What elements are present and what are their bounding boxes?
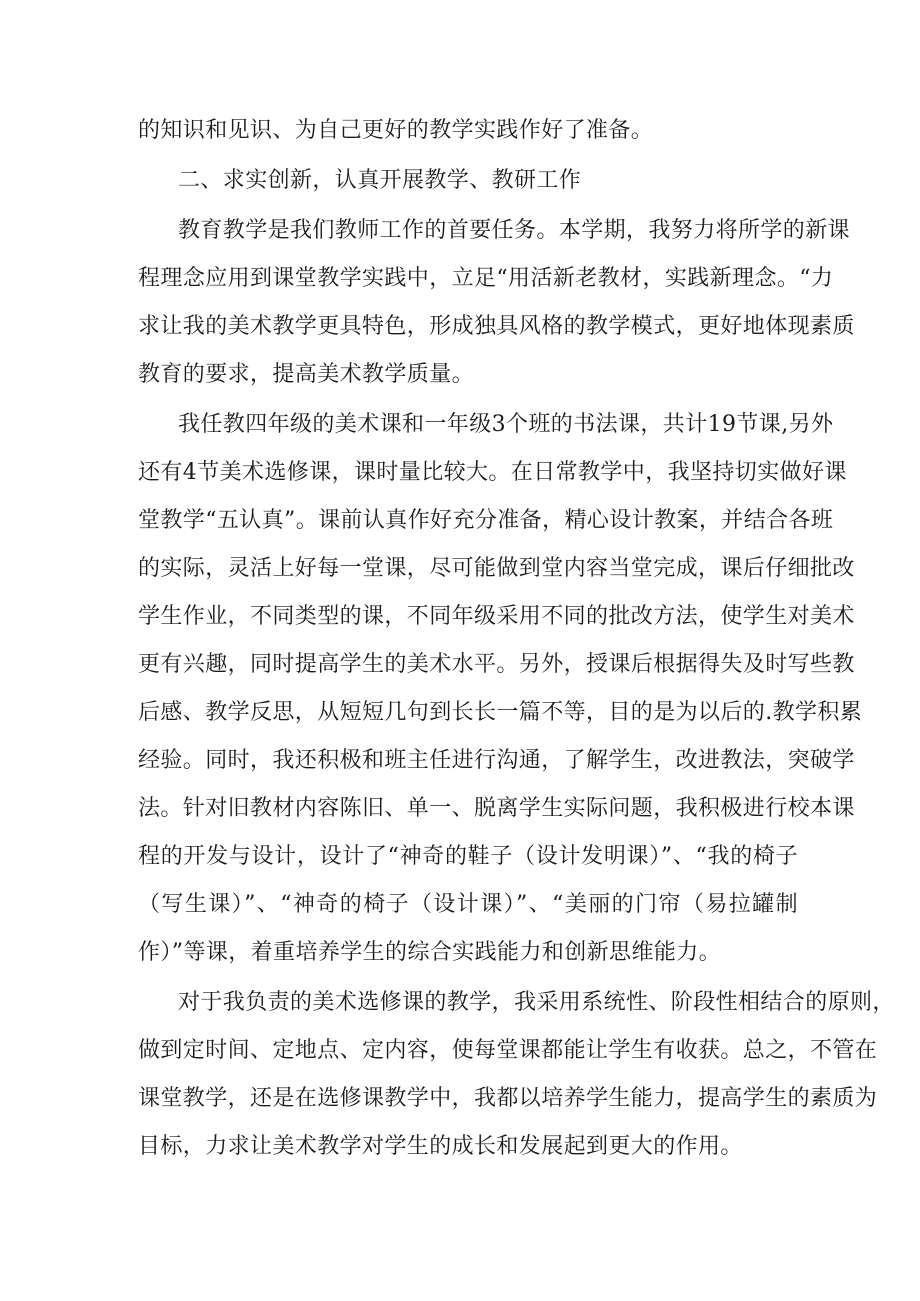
text-line-7: 我任教四年级的美术课和一年级3个班的书法课，共计19节课,另外 [178, 412, 834, 437]
section-heading: 二、求实创新，认真开展教学、教研工作 [178, 168, 582, 193]
text-line-6: 教育的要求，提高美术教学质量。 [138, 362, 475, 387]
text-line-8: 还有4节美术选修课，课时量比较大。在日常教学中，我坚持切实做好课 [138, 460, 847, 485]
text-line-18: 作）”等课，着重培养学生的综合实践能力和创新思维能力。 [138, 940, 722, 965]
text-line-22: 目标，力求让美术教学对学生的成长和发展起到更大的作用。 [138, 1134, 743, 1159]
text-line-1: 的知识和见识、为自己更好的教学实践作好了准备。 [138, 118, 654, 143]
text-line-16: 程的开发与设计，设计了“神奇的鞋子（设计发明课）”、“我的椅子 [138, 844, 798, 869]
text-line-10: 的实际，灵活上好每一堂课，尽可能做到堂内容当堂完成，课后仔细批改 [138, 556, 855, 581]
text-line-17: （写生课）”、“神奇的椅子（设计课）”、“美丽的门帘（易拉罐制 [138, 892, 798, 917]
text-line-9: 堂教学“五认真”。课前认真作好充分准备，精心设计教案，并结合各班 [138, 508, 834, 533]
text-line-5: 求让我的美术教学更具特色，形成独具风格的教学模式，更好地体现素质 [138, 314, 855, 339]
text-line-19: 对于我负责的美术选修课的教学，我采用系统性、阶段性相结合的原则， [178, 990, 895, 1015]
text-line-3: 教育教学是我们教师工作的首要任务。本学期，我努力将所学的新课 [178, 218, 851, 243]
text-line-21: 课堂教学，还是在选修课教学中，我都以培养学生能力，提高学生的素质为 [138, 1086, 878, 1111]
text-line-11: 学生作业，不同类型的课，不同年级采用不同的批改方法，使学生对美术 [138, 604, 855, 629]
text-line-14: 经验。同时，我还积极和班主任进行沟通，了解学生，改进教法，突破学 [138, 748, 855, 773]
text-line-12: 更有兴趣，同时提高学生的美术水平。另外，授课后根据得失及时写些教 [138, 652, 855, 677]
text-line-15: 法。针对旧教材内容陈旧、单一、脱离学生实际问题，我积极进行校本课 [138, 796, 855, 821]
text-line-20: 做到定时间、定地点、定内容，使每堂课都能让学生有收获。总之，不管在 [138, 1038, 878, 1063]
text-line-4: 程理念应用到课堂教学实践中，立足“用活新老教材，实践新理念。“力 [138, 266, 834, 291]
text-line-13: 后感、教学反思，从短短几句到长长一篇不等，目的是为以后的.教学积累 [138, 700, 863, 725]
